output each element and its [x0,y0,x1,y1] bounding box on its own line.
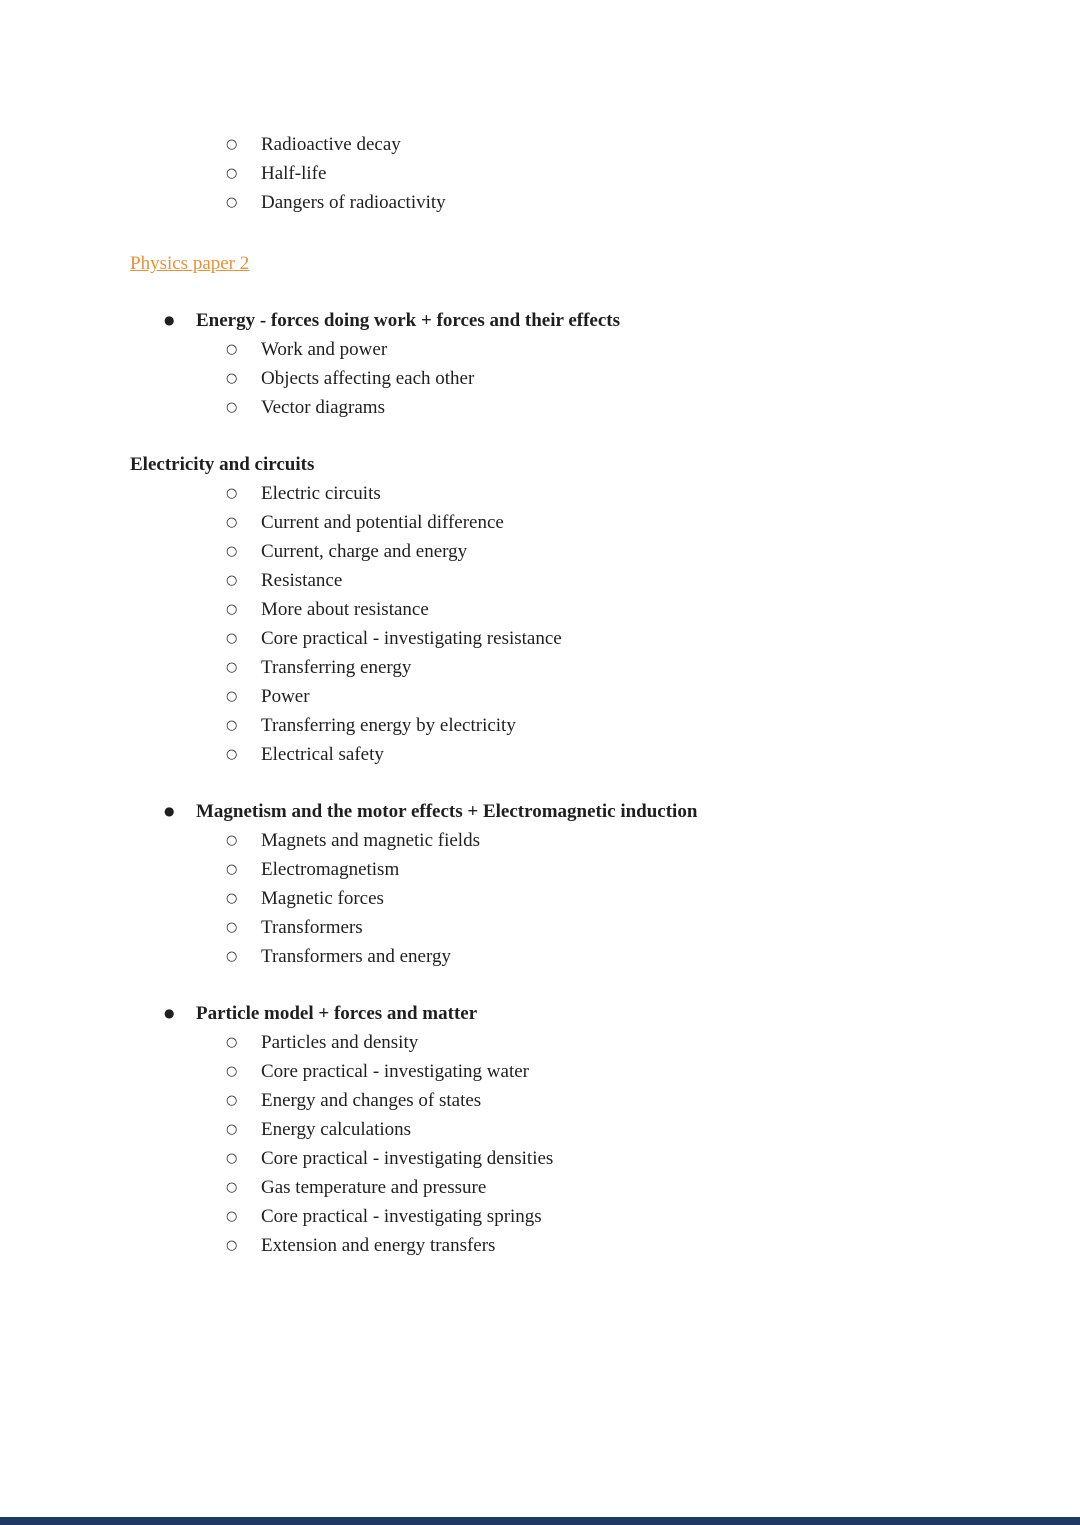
hollow-circle-bullet-icon: ○ [226,920,238,935]
hollow-circle-bullet-icon: ○ [226,1151,238,1166]
list-item-text: Transformers [261,917,363,938]
section-title: Electricity and circuits [130,454,315,475]
list-item-text: More about resistance [261,599,429,620]
list-item [130,740,1000,769]
list-item-text: Power [261,686,310,707]
next-page-edge [0,1517,1080,1525]
list-item-text: Half-life [261,163,327,184]
list-item-text: Vector diagrams [261,397,385,418]
hollow-circle-bullet-icon: ○ [226,949,238,964]
list-item [130,364,1000,393]
section-title: Energy - forces doing work + forces and their effects [196,310,621,331]
list-item-text: Objects affecting each other [261,368,475,389]
filled-circle-bullet-icon: ● [164,313,175,327]
list-item-text: Current and potential difference [261,512,504,533]
list-item [130,1115,1000,1144]
list-item-text: Electrical safety [261,744,384,765]
list-item [130,682,1000,711]
hollow-circle-bullet-icon: ○ [226,1122,238,1137]
list-item-text: Core practical - investigating resistance [261,628,562,649]
list-item [130,855,1000,884]
hollow-circle-bullet-icon: ○ [226,747,238,762]
topic-section [130,306,1000,422]
hollow-circle-bullet-icon: ○ [226,862,238,877]
list-item [130,1144,1000,1173]
list-item [130,595,1000,624]
section-title-row [130,306,1000,335]
hollow-circle-bullet-icon: ○ [226,400,238,415]
list-item [130,479,1000,508]
list-item [130,826,1000,855]
hollow-circle-bullet-icon: ○ [226,1238,238,1253]
list-item [130,566,1000,595]
list-item-text: Current, charge and energy [261,541,468,562]
hollow-circle-bullet-icon: ○ [226,137,238,152]
list-item [130,884,1000,913]
list-item [130,130,1000,159]
list-item [130,624,1000,653]
list-item [130,942,1000,971]
topic-section [130,450,1000,769]
hollow-circle-bullet-icon: ○ [226,689,238,704]
hollow-circle-bullet-icon: ○ [226,371,238,386]
hollow-circle-bullet-icon: ○ [226,1093,238,1108]
list-item [130,335,1000,364]
hollow-circle-bullet-icon: ○ [226,515,238,530]
section-title-row [130,797,1000,826]
hollow-circle-bullet-icon: ○ [226,660,238,675]
list-item-text: Resistance [261,570,343,591]
list-item-text: Dangers of radioactivity [261,192,446,213]
hollow-circle-bullet-icon: ○ [226,195,238,210]
list-item [130,1086,1000,1115]
list-item-text: Electromagnetism [261,859,400,880]
list-item-text: Magnets and magnetic fields [261,830,480,851]
section-heading [130,249,1000,278]
list-item-text: Electric circuits [261,483,381,504]
hollow-circle-bullet-icon: ○ [226,342,238,357]
list-item [130,188,1000,217]
hollow-circle-bullet-icon: ○ [226,1064,238,1079]
filled-circle-bullet-icon: ● [164,804,175,818]
hollow-circle-bullet-icon: ○ [226,718,238,733]
list-item [130,1231,1000,1260]
list-item [130,393,1000,422]
filled-circle-bullet-icon: ● [164,1006,175,1020]
physics-paper-2-link[interactable]: Physics paper 2 [130,253,250,274]
hollow-circle-bullet-icon: ○ [226,486,238,501]
list-item-text: Transformers and energy [261,946,451,967]
list-item-text: Core practical - investigating densities [261,1148,554,1169]
list-item [130,711,1000,740]
hollow-circle-bullet-icon: ○ [226,1180,238,1195]
list-item-text: Work and power [261,339,388,360]
list-item [130,653,1000,682]
list-item-text: Energy calculations [261,1119,412,1140]
hollow-circle-bullet-icon: ○ [226,891,238,906]
list-item [130,537,1000,566]
list-item [130,1028,1000,1057]
list-item-text: Core practical - investigating springs [261,1206,542,1227]
list-item [130,508,1000,537]
hollow-circle-bullet-icon: ○ [226,602,238,617]
topic-section [130,999,1000,1260]
section-title: Magnetism and the motor effects + Electromagnetic induction [196,801,698,822]
list-item [130,1202,1000,1231]
hollow-circle-bullet-icon: ○ [226,1035,238,1050]
intro-sublist [130,130,1000,217]
hollow-circle-bullet-icon: ○ [226,833,238,848]
list-item [130,1057,1000,1086]
section-title-row [130,999,1000,1028]
list-item-text: Core practical - investigating water [261,1061,530,1082]
hollow-circle-bullet-icon: ○ [226,631,238,646]
list-item-text: Magnetic forces [261,888,384,909]
list-item-text: Particles and density [261,1032,419,1053]
hollow-circle-bullet-icon: ○ [226,166,238,181]
list-item-text: Extension and energy transfers [261,1235,496,1256]
section-title: Particle model + forces and matter [196,1003,478,1024]
topic-section [130,797,1000,971]
hollow-circle-bullet-icon: ○ [226,573,238,588]
list-item-text: Gas temperature and pressure [261,1177,487,1198]
list-item-text: Energy and changes of states [261,1090,482,1111]
sections-container [130,306,1000,1260]
hollow-circle-bullet-icon: ○ [226,544,238,559]
list-item-text: Transferring energy by electricity [261,715,516,736]
list-item-text: Radioactive decay [261,134,401,155]
list-item [130,159,1000,188]
list-item-text: Transferring energy [261,657,412,678]
list-item [130,1173,1000,1202]
list-item [130,913,1000,942]
hollow-circle-bullet-icon: ○ [226,1209,238,1224]
